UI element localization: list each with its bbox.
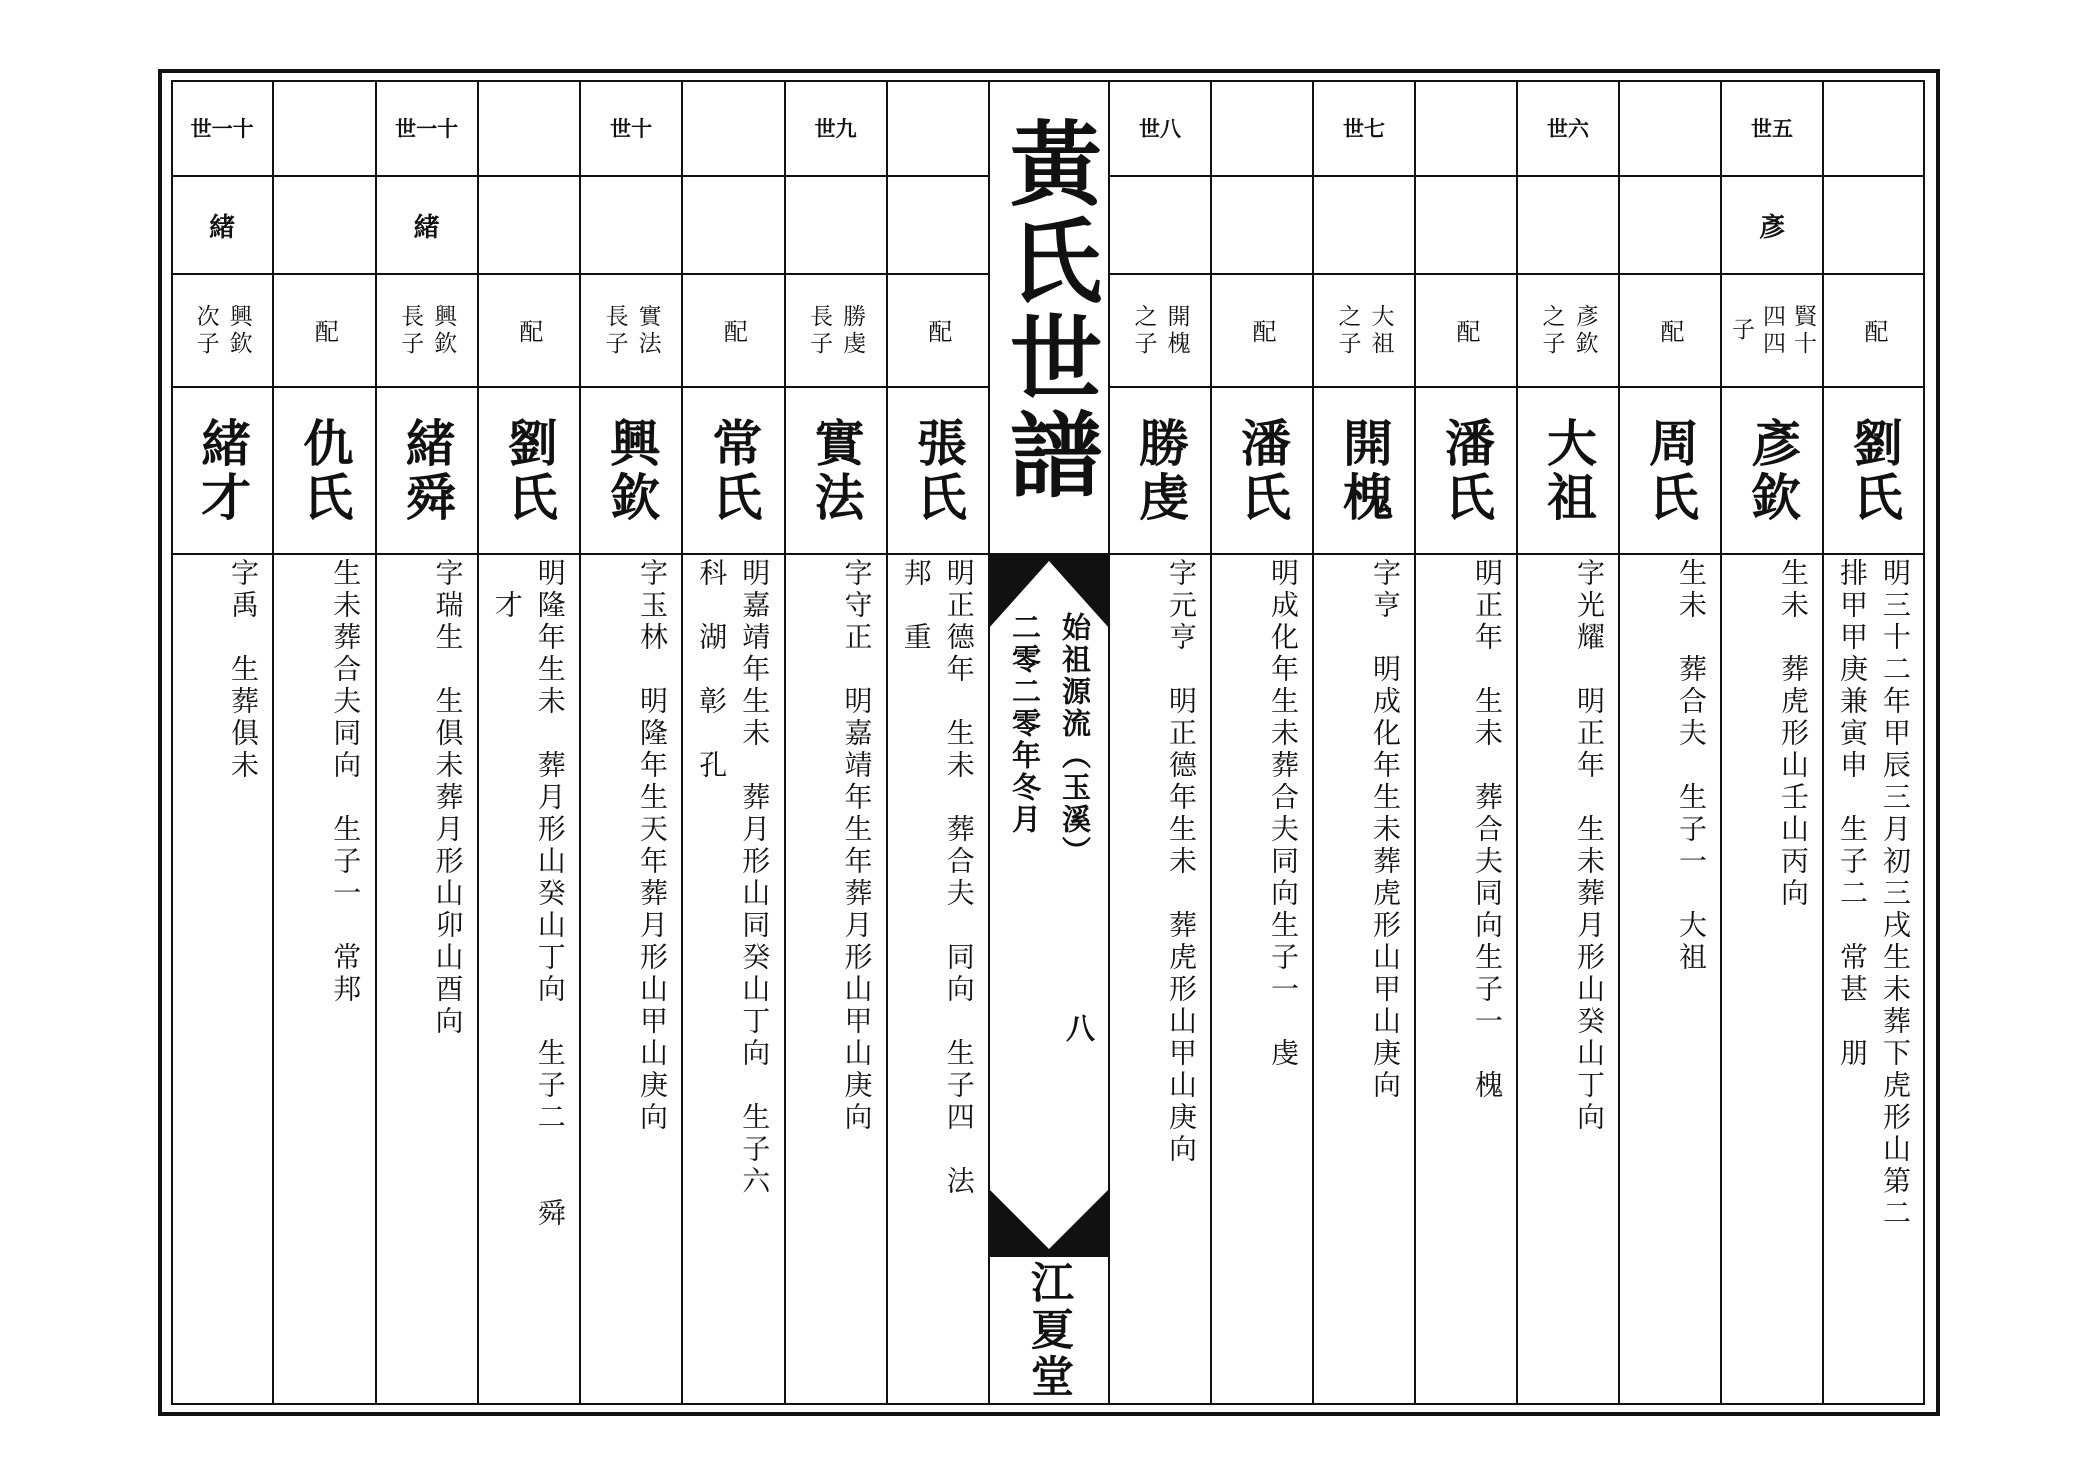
member-column	[1823, 80, 1925, 1405]
generation-cell	[1211, 80, 1313, 176]
generation-label: 世一十	[395, 116, 459, 141]
generation-cell	[1313, 80, 1415, 176]
member-name: 潘氏	[1437, 416, 1496, 525]
relation-cell	[887, 274, 989, 387]
name-cell	[682, 387, 784, 554]
relation-label: 之子	[1130, 303, 1157, 358]
lineage-cell	[1109, 176, 1211, 274]
member-name: 緒才	[193, 416, 253, 525]
relation-cell	[478, 274, 580, 387]
relation-cell	[1415, 274, 1517, 387]
relation-cell	[273, 274, 375, 387]
generation-label: 世九	[814, 116, 857, 141]
member-column	[580, 80, 682, 1405]
generation-cell	[1721, 80, 1823, 176]
spouse-label: 配	[514, 318, 543, 343]
lineage-cell	[1517, 176, 1619, 274]
relation-cell	[1823, 274, 1925, 387]
generation-cell	[1415, 80, 1517, 176]
relation-cell	[171, 274, 273, 387]
generation-label: 世五	[1751, 116, 1793, 141]
lineage-cell	[785, 176, 887, 274]
record-cell	[580, 554, 682, 1405]
name-cell	[1313, 387, 1415, 554]
lineage-cell	[580, 176, 682, 274]
member-record: 字亨 明成化年生未葬虎形山甲山庚向	[1369, 558, 1402, 1102]
lineage-char: 緒	[209, 212, 236, 243]
member-column	[1313, 80, 1415, 1405]
member-name: 彥欽	[1743, 416, 1802, 525]
banner-fish-tail-bottom	[989, 1189, 1109, 1256]
relation-label: 實法	[634, 303, 661, 358]
generation-label: 世十	[610, 116, 653, 141]
lineage-cell	[1211, 176, 1313, 274]
member-record: 明隆年生未 葬月形山癸山丁向 生子二 舜	[533, 558, 567, 1230]
generation-cell	[273, 80, 375, 176]
hall-block	[989, 1256, 1109, 1405]
name-cell	[478, 387, 580, 554]
record-cell	[1313, 554, 1415, 1405]
spouse-label: 配	[923, 318, 952, 343]
member-name: 常氏	[704, 416, 764, 525]
member-column	[1619, 80, 1721, 1405]
generation-label: 世一十	[190, 116, 254, 141]
generation-cell	[1517, 80, 1619, 176]
record-cell	[1619, 554, 1721, 1405]
member-name: 緒舜	[397, 416, 457, 525]
name-cell	[273, 387, 375, 554]
member-record: 字光耀 明正年 生未葬月形山癸山丁向	[1573, 558, 1606, 1134]
member-column	[1415, 80, 1517, 1405]
member-column	[887, 80, 989, 1405]
record-cell	[1415, 554, 1517, 1405]
name-cell	[1109, 387, 1211, 554]
member-column	[171, 80, 273, 1405]
generation-cell	[171, 80, 273, 176]
spouse-label: 配	[1656, 318, 1684, 343]
generation-cell	[682, 80, 784, 176]
record-cell	[376, 554, 478, 1405]
relation-cell	[1721, 274, 1823, 387]
generation-cell	[478, 80, 580, 176]
relation-cell	[580, 274, 682, 387]
member-record: 邦 重	[899, 558, 933, 654]
lineage-cell	[682, 176, 784, 274]
member-name: 實法	[806, 416, 866, 525]
relation-label: 子	[1728, 317, 1754, 344]
member-name: 潘氏	[1233, 416, 1292, 525]
record-cell	[1721, 554, 1823, 1405]
member-column	[1721, 80, 1823, 1405]
member-name: 張氏	[908, 416, 968, 525]
record-cell	[1823, 554, 1925, 1405]
title-block	[989, 80, 1109, 554]
name-cell	[580, 387, 682, 554]
member-column	[273, 80, 375, 1405]
member-record: 排甲甲庚兼寅申 生子二 常甚 朋	[1836, 558, 1869, 1070]
member-record: 字元亨 明正德年生未 葬虎形山甲山庚向	[1165, 558, 1198, 1166]
relation-cell	[1109, 274, 1211, 387]
member-record: 明正德年 生未 葬合夫 同向 生子四 法	[942, 558, 976, 1198]
spouse-label: 配	[1452, 318, 1480, 343]
member-record: 生未葬合夫同向 生子一 常邦	[329, 558, 363, 1006]
genealogy-title: 黃氏世譜	[995, 116, 1103, 504]
relation-cell	[1211, 274, 1313, 387]
lineage-cell	[1415, 176, 1517, 274]
generation-label: 世六	[1547, 116, 1589, 141]
name-cell	[1619, 387, 1721, 554]
record-cell	[1211, 554, 1313, 1405]
member-name: 勝虔	[1131, 416, 1190, 525]
spouse-label: 配	[1248, 318, 1276, 343]
relation-cell	[1313, 274, 1415, 387]
relation-cell	[1517, 274, 1619, 387]
relation-cell	[682, 274, 784, 387]
relation-label: 長子	[601, 303, 628, 358]
spouse-label: 配	[1860, 318, 1888, 343]
relation-cell	[376, 274, 478, 387]
relation-label: 賢十	[1790, 303, 1816, 358]
record-cell	[1109, 554, 1211, 1405]
member-record: 字禹 生葬俱未	[227, 558, 260, 782]
member-name: 周氏	[1641, 416, 1700, 525]
banner-section-title: 始祖源流（玉溪）	[1058, 612, 1092, 868]
member-column	[1109, 80, 1211, 1405]
member-column	[1211, 80, 1313, 1405]
lineage-cell	[273, 176, 375, 274]
member-record: 生未 葬虎形山壬山丙向	[1777, 558, 1810, 910]
generation-cell	[376, 80, 478, 176]
record-cell	[478, 554, 580, 1405]
member-record: 字玉林 明隆年生天年葬月形山甲山庚向	[636, 558, 669, 1134]
relation-label: 之子	[1334, 303, 1361, 358]
relation-cell	[785, 274, 887, 387]
member-name: 劉氏	[499, 416, 559, 525]
lineage-cell	[478, 176, 580, 274]
lineage-cell	[1313, 176, 1415, 274]
relation-label: 長子	[397, 303, 424, 358]
member-name: 開槐	[1335, 416, 1394, 525]
lineage-cell	[1721, 176, 1823, 274]
spouse-label: 配	[719, 318, 748, 343]
member-column	[682, 80, 784, 1405]
member-name: 興欽	[602, 416, 662, 525]
member-record: 明正年 生未 葬合夫同向生子一 槐	[1471, 558, 1504, 1102]
name-cell	[1517, 387, 1619, 554]
relation-label: 長子	[806, 303, 833, 358]
name-cell	[1823, 387, 1925, 554]
name-cell	[171, 387, 273, 554]
lineage-char: 緒	[413, 212, 440, 243]
member-record: 生未 葬合夫 生子一 大祖	[1675, 558, 1708, 974]
member-record: 字瑞生 生俱未葬月形山卯山酉向	[431, 558, 465, 1038]
member-name: 劉氏	[1845, 416, 1904, 525]
generation-label: 世八	[1139, 116, 1181, 141]
record-cell	[682, 554, 784, 1405]
generation-cell	[785, 80, 887, 176]
lineage-cell	[171, 176, 273, 274]
relation-label: 彥欽	[1571, 303, 1598, 358]
name-cell	[1211, 387, 1313, 554]
name-cell	[887, 387, 989, 554]
name-cell	[785, 387, 887, 554]
name-cell	[376, 387, 478, 554]
hall-name: 江夏堂	[1024, 1260, 1074, 1401]
relation-label: 興欽	[225, 303, 252, 358]
record-cell	[273, 554, 375, 1405]
record-cell	[1517, 554, 1619, 1405]
member-column	[1517, 80, 1619, 1405]
relation-label: 之子	[1538, 303, 1565, 358]
lineage-cell	[1823, 176, 1925, 274]
banner-date: 二零二零年冬月	[1008, 612, 1042, 836]
relation-label: 勝虔	[839, 303, 866, 358]
lineage-char: 彥	[1758, 212, 1785, 243]
member-name: 仇氏	[295, 416, 355, 525]
member-record: 明嘉靖年生未 葬月形山同癸山丁向 生子六	[738, 558, 772, 1198]
member-record: 字守正 明嘉靖年生年葬月形山甲山庚向	[840, 558, 874, 1134]
member-column	[376, 80, 478, 1405]
generation-cell	[1619, 80, 1721, 176]
relation-label: 興欽	[430, 303, 457, 358]
lineage-cell	[1619, 176, 1721, 274]
lineage-cell	[376, 176, 478, 274]
generation-cell	[580, 80, 682, 176]
name-cell	[1721, 387, 1823, 554]
generation-cell	[1109, 80, 1211, 176]
record-cell	[785, 554, 887, 1405]
relation-label: 開槐	[1163, 303, 1190, 358]
member-record: 才	[490, 590, 524, 622]
generation-label: 世七	[1343, 116, 1385, 141]
generation-cell	[887, 80, 989, 176]
member-record: 明成化年生未葬合夫同向生子一 虔	[1267, 558, 1300, 1070]
relation-label: 大祖	[1367, 303, 1394, 358]
banner-page-number: 八	[1062, 1013, 1096, 1045]
relation-cell	[1619, 274, 1721, 387]
record-cell	[171, 554, 273, 1405]
member-record: 明三十二年甲辰三月初三戌生未葬下虎形山第二	[1879, 558, 1912, 1230]
relation-label: 四四	[1759, 303, 1785, 358]
lineage-cell	[887, 176, 989, 274]
name-cell	[1415, 387, 1517, 554]
member-record: 科 湖 彰 孔	[695, 558, 729, 782]
relation-label: 次子	[192, 303, 219, 358]
member-column	[478, 80, 580, 1405]
spouse-label: 配	[310, 318, 339, 343]
member-name: 大祖	[1539, 416, 1598, 525]
member-column	[785, 80, 887, 1405]
generation-cell	[1823, 80, 1925, 176]
record-cell	[887, 554, 989, 1405]
